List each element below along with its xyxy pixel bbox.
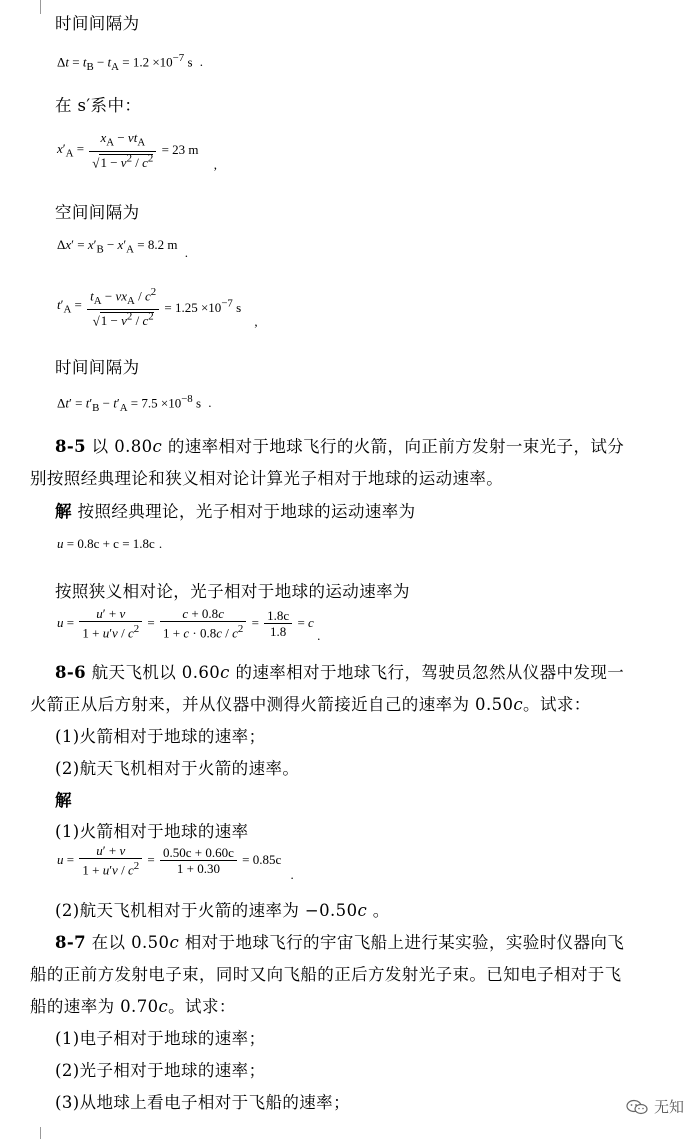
problem-8-5-line-1 bbox=[55, 433, 624, 457]
problem-8-7-line-1 bbox=[55, 929, 624, 953]
equation-t-prime-a: $t'_A$ = $\frac{t_A - vx_A / c^2}{√1 - v^2 / c^2}$ = $1.25 \times 10^{-7}$ s , bbox=[57, 286, 258, 329]
symbol-c: c bbox=[220, 663, 230, 682]
eq5-unit: s bbox=[192, 395, 202, 411]
eq1-exponent: −7 bbox=[172, 52, 185, 64]
eq8-fraction-1: $\frac{u' + v}{1 + u'v / c^2}$ bbox=[79, 843, 142, 877]
eq2-fraction: $\frac{x_A - vt_A}{√1 - v^2 / c^2}$ bbox=[89, 130, 156, 170]
corner-mark-bottom-left bbox=[30, 1127, 41, 1139]
problem-8-7-line-2: 船的正前方发射电子束，同时又向飞船的正后方发射光子束。已知电子相对于飞 bbox=[30, 965, 622, 984]
eq8-fraction-2 bbox=[160, 845, 237, 876]
equation-rocket-speed: u = $\frac{u' + v}{1 + u'v / c^2}$ = $\frac{0.50c + 0.60c}{1 + 0.30}$ = 0.85c . bbox=[57, 843, 294, 883]
problem-8-6-number: 8-6 bbox=[55, 663, 87, 682]
problem-8-5-text-a: 以 0.80 bbox=[86, 437, 153, 456]
eq5-value: = 7.5 ×10 bbox=[130, 395, 182, 411]
equation-relativistic-speed: u = $\frac{u' + v}{1 + u'v / c^2}$ = $\frac{c + 0.8c}{1 + c \cdot 0.8c / c^2}$ = $\frac{1.8c}{1.8}$ = c . bbox=[57, 606, 321, 644]
symbol-c: c bbox=[158, 997, 169, 1016]
question-8-6-1: (1)火箭相对于地球的速率； bbox=[55, 727, 266, 746]
corner-mark-top-left bbox=[30, 0, 41, 14]
eq1-value: = 1.2 ×10 bbox=[122, 54, 173, 70]
problem-8-7-text-b: 相对于地球飞行的宇宙飞船上进行某实验，实验时仪器向飞 bbox=[179, 933, 625, 952]
problem-8-6-text-a: 航天飞机以 0.60 bbox=[86, 663, 221, 682]
eq2-value: = 23 m bbox=[161, 141, 199, 157]
watermark bbox=[626, 1096, 684, 1117]
in-s-prime-frame-label: 在 s′系中： bbox=[55, 96, 142, 115]
problem-8-5-number: 8-5 bbox=[55, 437, 87, 456]
question-8-7-1: (1)电子相对于地球的速率； bbox=[55, 1029, 266, 1048]
solution-8-5-text: 按照经典理论，光子相对于地球的运动速率为 bbox=[71, 502, 416, 521]
symbol-c: c bbox=[169, 933, 180, 952]
problem-8-6-line-1 bbox=[55, 659, 624, 683]
eq6-value: = 0.8c + c = 1.8c bbox=[66, 536, 155, 551]
eq3-value: = 8.2 m bbox=[137, 237, 178, 252]
problem-8-6-text-d: 。试求： bbox=[523, 695, 591, 714]
problem-8-7-text-e: 。试求： bbox=[168, 997, 236, 1016]
eq5-exponent: −8 bbox=[181, 393, 193, 405]
answer-8-6-2 bbox=[55, 897, 390, 921]
eq7-fraction-1: $\frac{u' + v}{1 + u'v / c^2}$ bbox=[79, 606, 142, 640]
eq4-exponent: −7 bbox=[221, 297, 233, 310]
equation-classical-speed: u = 0.8c + c = 1.8c . bbox=[57, 536, 163, 551]
wechat-icon bbox=[626, 1099, 648, 1115]
answer-8-6-2-end: 。 bbox=[367, 901, 390, 920]
problem-8-6-text-c: 火箭正从后方射来，并从仪器中测得火箭接近自己的速率为 0.50 bbox=[30, 695, 514, 714]
symbol-c: c bbox=[152, 437, 163, 456]
space-interval-label: 空间间隔为 bbox=[55, 203, 140, 222]
problem-8-5-text-b: 的速率相对于地球飞行的火箭，向正前方发射一束光子，试分 bbox=[162, 437, 625, 456]
solution-label: 解 bbox=[55, 502, 72, 521]
equation-delta-t: $\Delta t = t_B - t_A = 1.2 \times 10^{-7}$ s . bbox=[57, 52, 204, 73]
equation-delta-x-prime: $\Delta x' = x'_B - x'_A = 8.2$ m . bbox=[57, 237, 188, 260]
problem-8-7-text-a: 在以 0.50 bbox=[86, 933, 170, 952]
relativity-speed-label: 按照狭义相对论，光子相对于地球的运动速率为 bbox=[55, 582, 410, 601]
eq4-value: = 1.25 ×10 bbox=[164, 299, 222, 315]
eq1-unit: s bbox=[184, 54, 193, 70]
question-8-7-2: (2)光子相对于地球的速率； bbox=[55, 1061, 266, 1080]
watermark-text: 无知 bbox=[653, 1098, 684, 1116]
solution-8-5-intro bbox=[55, 498, 416, 522]
symbol-c: c bbox=[513, 695, 524, 714]
problem-8-5-line-2: 别按照经典理论和狭义相对论计算光子相对于地球的运动速率。 bbox=[30, 469, 504, 488]
eq7-numerator: 1.8c bbox=[264, 608, 292, 624]
eq8-numerator: 0.50c + 0.60c bbox=[160, 845, 237, 861]
eq7-fraction-3 bbox=[264, 608, 292, 639]
eq8-result: = 0.85c bbox=[242, 852, 282, 868]
eq4-unit: s bbox=[232, 299, 242, 315]
answer-8-6-1-label: (1)火箭相对于地球的速率 bbox=[55, 822, 249, 841]
problem-8-7-number: 8-7 bbox=[55, 933, 87, 952]
eq4-fraction: $\frac{t_A - vx_A / c^2}{√1 - v^2 / c^2}$ bbox=[87, 285, 159, 328]
problem-8-7-line-3 bbox=[30, 993, 236, 1017]
time-interval-label-1: 时间间隔为 bbox=[55, 14, 140, 33]
eq7-denominator: 1.8 bbox=[270, 623, 287, 639]
problem-8-7-text-d: 船的速率为 0.70 bbox=[30, 997, 159, 1016]
eq8-denominator: 1 + 0.30 bbox=[176, 860, 220, 876]
answer-8-6-2-text: (2)航天飞机相对于火箭的速率为 −0.50 bbox=[55, 901, 358, 920]
eq7-fraction-2: $\frac{c + 0.8c}{1 + c \cdot 0.8c / c^2}$ bbox=[160, 606, 246, 640]
time-interval-label-2: 时间间隔为 bbox=[55, 358, 140, 377]
problem-8-6-text-b: 的速率相对于地球飞行，驾驶员忽然从仪器中发现一 bbox=[229, 663, 625, 682]
equation-x-prime-a: $x'_A$ = $\frac{x_A - vt_A}{√1 - v^2 / c^2}$ = 23 m , bbox=[57, 130, 218, 172]
equation-delta-t-prime: $\Delta t' = t'_B - t'_A = 7.5 \times 10^{-8}$ s . bbox=[57, 393, 212, 414]
symbol-c: c bbox=[357, 901, 368, 920]
solution-8-6-label: 解 bbox=[55, 791, 72, 810]
question-8-6-2: (2)航天飞机相对于火箭的速率。 bbox=[55, 759, 300, 778]
problem-8-6-line-2 bbox=[30, 691, 591, 715]
question-8-7-3: (3)从地球上看电子相对于飞船的速率； bbox=[55, 1093, 350, 1112]
